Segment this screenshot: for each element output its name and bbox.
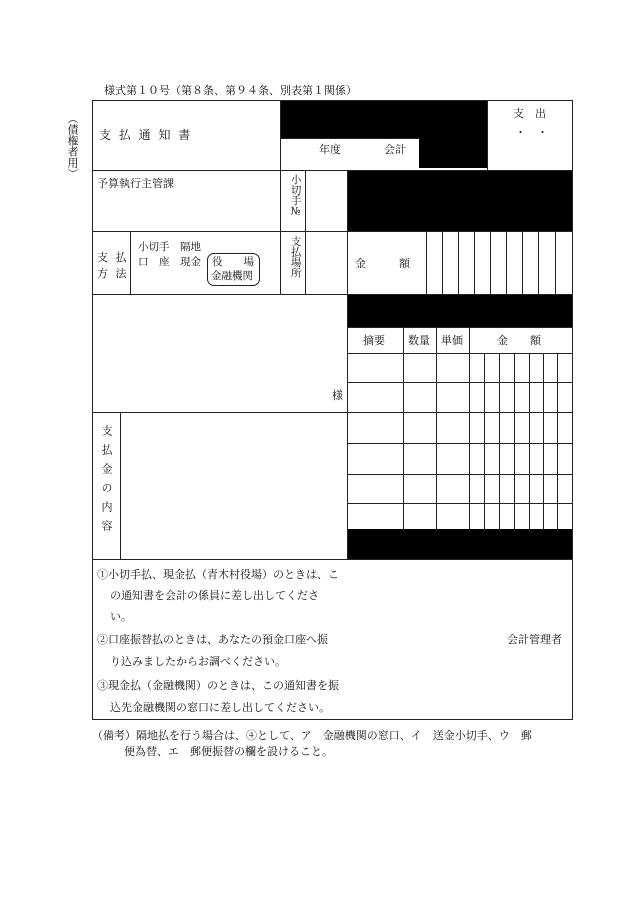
payout-label: 支 出 (513, 107, 546, 120)
amount-label: 金 額 (355, 257, 410, 270)
instruction-1-line-1: ①小切手払、現金払（青木村役場）のときは、こ (97, 568, 339, 581)
honorific-sama: 様 (332, 389, 343, 402)
instruction-1-line-3: い。 (110, 610, 132, 623)
redacted-block (347, 170, 572, 231)
office-option: 役 場 (212, 256, 254, 268)
col-quantity: 数量 (408, 334, 430, 347)
bank-option: 金融機関 (211, 270, 253, 282)
redacted-block (347, 295, 572, 327)
col-amount: 金 額 (497, 334, 541, 347)
budget-division-label: 予算執行主管課 (97, 177, 174, 190)
instruction-2-line-1: ②口座振替払のときは、あなたの預金口座へ振 (97, 633, 328, 646)
col-summary: 摘要 (363, 334, 385, 347)
col-unit-price: 単価 (441, 334, 463, 347)
form-label: 様式第１０号（第８条、第９４条、別表第１関係） (104, 84, 357, 97)
payment-method-label: 支 払 方 法 (97, 251, 129, 280)
remarks-line-2: 便為替、エ 郵便振替の欄を設けること。 (124, 745, 333, 758)
remarks-line-1: （備考）隔地払を行う場合は、④として、ア 金融機関の窓口、イ 送金小切手、ウ 郵 (92, 729, 532, 742)
side-label: （債権者用） (66, 113, 79, 179)
redacted-block (280, 100, 487, 138)
payment-content-label: 支払金の内容 (100, 425, 113, 539)
method-line-1: 小切手 隔地 (138, 241, 201, 253)
instruction-3-line-2: 込先金融機関の窓口に差し出してください。 (110, 701, 330, 714)
date-dots: ・ ・ (515, 126, 548, 139)
accounting-manager-label: 会計管理者 (507, 633, 562, 646)
redacted-block (347, 529, 572, 559)
fiscal-year-label: 年度 (319, 143, 341, 156)
payment-place-label: 支払場所 (289, 236, 302, 278)
instruction-2-line-2: り込みましたからお調べください。 (110, 655, 286, 668)
instruction-3-line-1: ③現金払（金融機関）のときは、この通知書を振 (97, 679, 339, 692)
method-line-2: 口 座 現金 (138, 256, 201, 268)
document-title: 支 払 通 知 書 (99, 128, 193, 142)
instruction-1-line-2: の通知書を会計の係員に差し出してくださ (110, 589, 319, 602)
redacted-block (419, 138, 487, 168)
account-label: 会計 (384, 143, 406, 156)
check-number-label: 小切手№ (289, 174, 302, 218)
